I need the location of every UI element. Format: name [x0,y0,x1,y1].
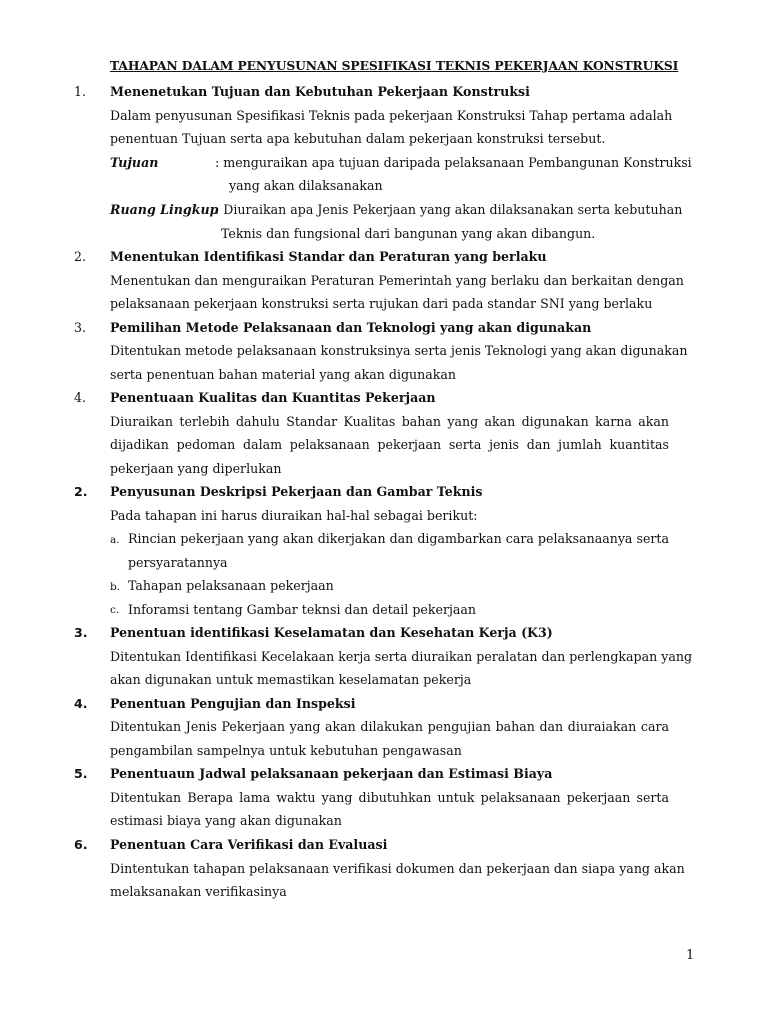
section-2-heading: Menentukan Identifikasi Standar dan Peraturan yang berlaku [110,249,547,264]
section-1-heading: Menenetukan Tujuan dan Kebutuhan Pekerjaan Konstruksi [110,84,530,99]
document-title: TAHAPAN DALAM PENYUSUNAN SPESIFIKASI TEKNIS PEKERJAAN KONSTRUKSI [110,58,679,73]
section-6-heading: Penentuan identifikasi Keselamatan dan Kesehatan Kerja (K3) [110,625,553,640]
tujuan-label: Tujuan [110,155,159,170]
section-3-heading: Pemilihan Metode Pelaksanaan dan Teknologi yang akan digunakan [110,320,592,335]
list-item-b-text: Tahapan pelaksanaan pekerjaan [128,578,334,593]
section-7-paragraph-line-1: Ditentukan Jenis Pekerjaan yang akan dilakukan pengujian bahan dan diuraiakan cara [110,719,669,734]
section-2-paragraph-line-1: Menentukan dan menguraikan Peraturan Pemerintah yang berlaku dan berkaitan dengan [110,273,684,288]
section-4-number: 4. [74,390,87,405]
list-item-c-text: Inforamsi tentang Gambar teknsi dan detail pekerjaan [128,602,476,617]
section-2-number: 2. [74,249,87,264]
list-item-a-line-1: Rincian pekerjaan yang akan dikerjakan dan digambarkan cara pelaksanaanya serta [128,531,669,546]
ruang-lingkup-label: Ruang Lingkup [110,202,219,217]
section-3-number: 3. [74,320,87,335]
section-1-paragraph-line-1: Dalam penyusunan Spesifikasi Teknis pada pekerjaan Konstruksi Tahap pertama adalah [110,108,673,123]
section-4-heading: Penentuaan Kualitas dan Kuantitas Pekerjaan [110,390,436,405]
list-item-b-marker: b. [110,581,121,593]
section-9-number: 6. [74,837,88,852]
list-item-a-line-2: persyaratannya [128,555,228,570]
section-6-paragraph-line-2: akan digunakan untuk memastikan keselamatan pekerja [110,672,472,687]
section-9-paragraph-line-2: melaksanakan verifikasinya [110,884,287,899]
tujuan-text-line-1: : menguraikan apa tujuan daripada pelaksanaan Pembangunan Konstruksi [215,155,692,170]
ruang-lingkup-text-line-1: : Diuraikan apa Jenis Pekerjaan yang akan dilaksanakan serta kebutuhan [215,202,683,217]
section-4-paragraph-line-1: Diuraikan terlebih dahulu Standar Kualitas bahan yang akan digunakan karna akan [110,414,669,429]
ruang-lingkup-text-line-2: Teknis dan fungsional dari bangunan yang akan dibangun. [221,226,596,241]
section-8-heading: Penentuaun Jadwal pelaksanaan pekerjaan dan Estimasi Biaya [110,766,553,781]
section-8-paragraph-line-1: Ditentukan Berapa lama waktu yang dibutuhkan untuk pelaksanaan pekerjaan serta [110,790,669,805]
section-6-paragraph-line-1: Ditentukan Identifikasi Kecelakaan kerja serta diuraikan peralatan dan perlengkapan yang [110,649,693,664]
section-7-paragraph-line-2: pengambilan sampelnya untuk kebutuhan pengawasan [110,743,462,758]
section-5-heading: Penyusunan Deskripsi Pekerjaan dan Gambar Teknis [110,484,483,499]
section-9-heading: Penentuan Cara Verifikasi dan Evaluasi [110,837,388,852]
section-9-paragraph-line-1: Dintentukan tahapan pelaksanaan verifikasi dokumen dan pekerjaan dan siapa yang akan [110,861,685,876]
section-8-paragraph-line-2: estimasi biaya yang akan digunakan [110,813,342,828]
section-4-paragraph-line-2: dijadikan pedoman dalam pelaksanaan pekerjaan serta jenis dan jumlah kuantitas [110,437,669,452]
tujuan-text-line-2: yang akan dilaksanakan [229,178,383,193]
section-6-number: 3. [74,625,88,640]
list-item-a-marker: a. [110,534,120,546]
section-8-number: 5. [74,766,88,781]
section-2-paragraph-line-2: pelaksanaan pekerjaan konstruksi serta rujukan dari pada standar SNI yang berlaku [110,296,653,311]
section-5-intro: Pada tahapan ini harus diuraikan hal-hal sebagai berikut: [110,508,478,523]
section-7-heading: Penentuan Pengujian dan Inspeksi [110,696,356,711]
section-1-number: 1. [74,84,87,99]
section-5-number: 2. [74,484,88,499]
section-3-paragraph-line-1: Ditentukan metode pelaksanaan konstruksinya serta jenis Teknologi yang akan digunakan [110,343,688,358]
section-1-paragraph-line-2: penentuan Tujuan serta apa kebutuhan dalam pekerjaan konstruksi tersebut. [110,131,606,146]
list-item-c-marker: c. [110,604,120,616]
section-3-paragraph-line-2: serta penentuan bahan material yang akan digunakan [110,367,457,382]
section-7-number: 4. [74,696,88,711]
page-number: 1 [686,948,695,963]
section-4-paragraph-line-3: pekerjaan yang diperlukan [110,461,282,476]
